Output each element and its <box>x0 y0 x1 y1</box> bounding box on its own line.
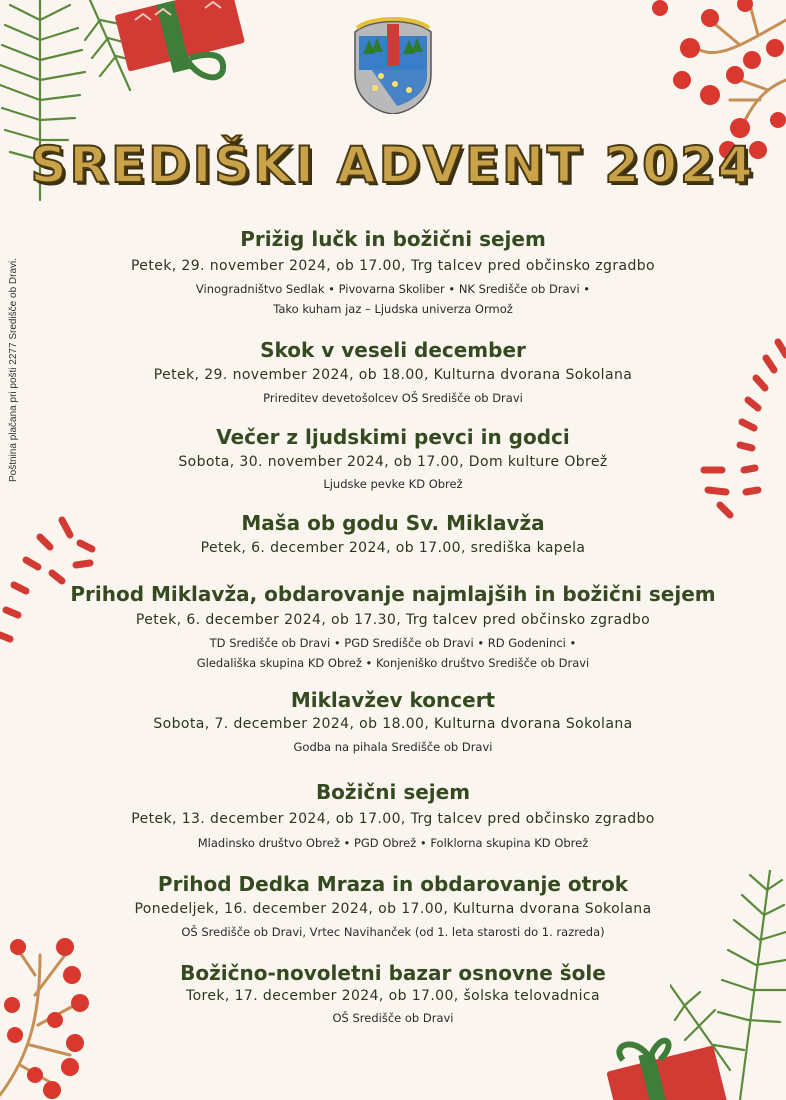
event-participants: Godba na pihala Središče ob Dravi <box>293 740 493 754</box>
event-item <box>0 226 786 319</box>
event-participants: Vinogradništvo Sedlak • Pivovarna Skoliber • NK Središče ob Dravi • <box>195 282 591 296</box>
event-item <box>0 424 786 494</box>
event-datetime-location: Sobota, 30. november 2024, ob 17.00, Dom kulture Obrež <box>178 454 608 470</box>
event-title: Prižig lučk in božični sejem <box>240 227 546 251</box>
event-datetime-location: Ponedeljek, 16. december 2024, ob 17.00, Kulturna dvorana Sokolana <box>134 901 652 917</box>
event-item <box>0 337 786 408</box>
event-item <box>0 779 786 853</box>
event-datetime-location: Petek, 6. december 2024, ob 17.00, središka kapela <box>200 540 586 556</box>
event-list <box>0 222 786 1028</box>
event-participants: Mladinsko društvo Obrež • PGD Obrež • Folklorna skupina KD Obrež <box>197 836 589 850</box>
event-item <box>0 687 786 757</box>
event-title: Večer z ljudskimi pevci in godci <box>216 425 570 449</box>
event-title: Prihod Dedka Mraza in obdarovanje otrok <box>157 872 629 896</box>
event-title: Maša ob godu Sv. Miklavža <box>241 511 545 535</box>
gift-bottom-right-icon <box>605 1030 730 1100</box>
event-datetime-location: Petek, 29. november 2024, ob 17.00, Trg talcev pred občinsko zgradbo <box>130 258 656 274</box>
gift-top-left-icon <box>115 0 245 85</box>
event-datetime-location: Petek, 13. december 2024, ob 17.00, Trg talcev pred občinsko zgradbo <box>131 811 655 827</box>
event-datetime-location: Petek, 6. december 2024, ob 17.30, Trg talcev pred občinsko zgradbo <box>135 612 651 628</box>
event-title: Prihod Miklavža, obdarovanje najmlajših in božični sejem <box>70 582 716 606</box>
event-datetime-location: Sobota, 7. december 2024, ob 18.00, Kulturna dvorana Sokolana <box>153 716 633 732</box>
event-participants: OŠ Središče ob Dravi <box>332 1011 454 1025</box>
event-participants: Prireditev devetošolcev OŠ Središče ob Dravi <box>263 391 523 405</box>
event-datetime-location: Petek, 29. november 2024, ob 18.00, Kulturna dvorana Sokolana <box>153 367 633 383</box>
event-title: Miklavžev koncert <box>290 688 496 712</box>
coat-of-arms-icon <box>351 14 435 114</box>
event-participants: TD Središče ob Dravi • PGD Središče ob Dravi • RD Godeninci • <box>209 636 577 650</box>
event-item <box>0 581 786 673</box>
event-title: Skok v veseli december <box>260 338 526 362</box>
event-title: Božično-novoletni bazar osnovne šole <box>180 961 606 985</box>
event-datetime-location: Torek, 17. december 2024, ob 17.00, šolska telovadnica <box>186 988 600 1004</box>
event-participants: Ljudske pevke KD Obrež <box>323 477 463 491</box>
event-title: Božični sejem <box>315 780 471 804</box>
postage-note: Poštnina plačana pri pošti 2277 Središče ob Dravi. <box>8 257 19 482</box>
page-title: SREDIŠKI ADVENT 2024 <box>30 136 756 194</box>
event-item <box>0 960 786 1028</box>
event-item <box>0 871 786 942</box>
event-participants: OŠ Središče ob Dravi, Vrtec Navihanček (od 1. leta starosti do 1. razreda) <box>181 925 605 939</box>
event-item <box>0 510 786 559</box>
event-participants: Gledališka skupina KD Obrež • Konjeniško društvo Središče ob Dravi <box>196 656 590 670</box>
event-participants: Tako kuham jaz – Ljudska univerza Ormož <box>273 302 513 316</box>
